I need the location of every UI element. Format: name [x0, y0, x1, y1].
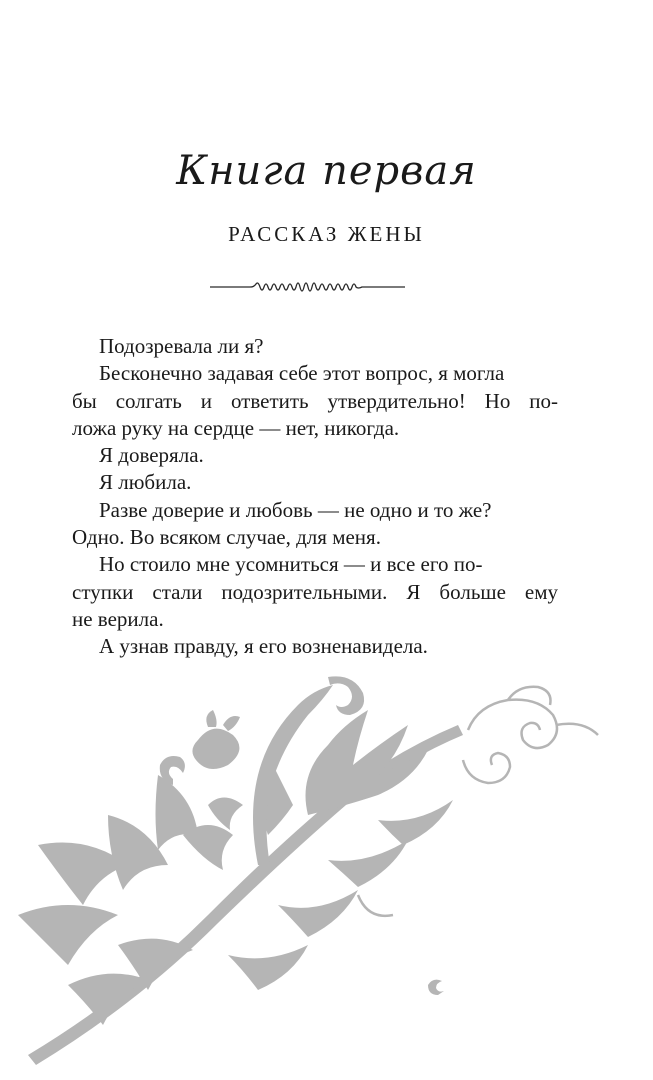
text-line-8: Одно. Во всяком случае, для меня. [72, 525, 381, 550]
text-line-12: А узнав правду, я его возненавидела. [99, 634, 428, 659]
text-line-3: бы солгать и ответить утвердительно! Но по- [72, 388, 558, 413]
book-title: Книга первая [176, 148, 477, 194]
chapter-title: РАССКАЗ ЖЕНЫ [228, 222, 425, 246]
text-line-7: Разве доверие и любовь — не одно и то же? [99, 497, 492, 522]
text-line-6: Я любила. [99, 470, 192, 495]
text-line-1: Подозревала ли я? [99, 334, 264, 358]
text-line-4: ложа руку на сердце — нет, никогда. [72, 415, 400, 440]
text-line-5: Я доверяла. [99, 443, 204, 468]
text-line-10: ступки стали подозрительными. Я больше ему [72, 579, 558, 604]
divider-flourish [210, 275, 405, 299]
text-line-11: не верила. [72, 606, 164, 631]
body-text [72, 333, 558, 661]
floral-ornament [8, 665, 648, 1075]
text-line-2: Бесконечно задавая себе этот вопрос, я могла [99, 361, 505, 386]
text-line-9: Но стоило мне усомниться — и все его по- [99, 552, 483, 577]
